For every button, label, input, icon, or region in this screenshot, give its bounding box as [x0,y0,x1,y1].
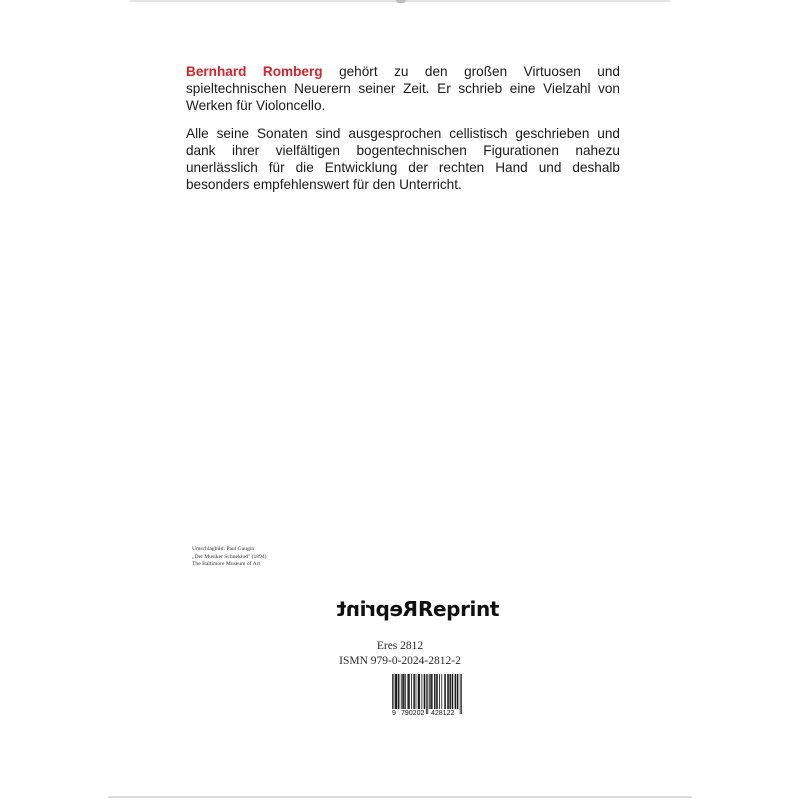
barcode-bar [398,674,399,709]
intro-paragraph-1 [186,63,620,114]
barcode-bar [437,674,438,709]
top-edge-mark [396,0,406,3]
intro-paragraph-1-text: gehört zu den großen Virtuosen und spieltechnischen Neuerern seiner Zeit. Er schrieb eine Vielzahl von Werken für Violoncello. [186,64,620,113]
barcode-bar [402,674,403,709]
barcode-bar [452,674,453,709]
barcode-bar [460,674,461,714]
barcode-bar [404,674,405,709]
barcode-bar [452,674,453,709]
barcode-bar [424,674,425,709]
barcode-bar [431,674,432,709]
composer-name: Bernhard Romberg [186,64,323,79]
barcode-bar [461,674,462,714]
barcode-first-digit: 9 [392,710,396,717]
barcode-bar [441,674,442,709]
barcode-bar [445,674,446,709]
barcode-bar [395,674,396,709]
credit-line-1: Umschlagbild: Paul Gaugin [192,546,255,552]
barcode-bar [436,674,437,709]
barcode-bar [432,674,433,709]
barcode-bar [426,674,427,714]
barcode-bar [407,674,408,709]
barcode-bar [396,674,397,709]
cover-image-credit [192,546,332,569]
barcode-digits [392,709,462,719]
barcode-bars [392,674,462,714]
credit-line-3: The Baltimore Museum of Art [192,561,261,567]
barcode-bar [413,674,414,709]
barcode-bar [434,674,435,709]
barcode-bar [418,674,419,709]
barcode-bar [430,674,431,709]
barcode-bar [429,674,430,709]
barcode-bar [399,674,400,709]
barcode-bar [419,674,420,709]
barcode-bar [458,674,459,709]
barcode-bar [414,674,415,709]
intro-paragraph-2: Alle seine Sonaten sind ausgesprochen cellistisch geschrieben und dank ihrer vielfältigen bogentechnischen Figurationen nahezu unerlässlich für die Entwicklung der rechten Hand und deshalb besonders empfehlenswert für den Unterricht. [186,126,620,192]
reprint-logo-text: Reprint [418,597,499,621]
barcode-bar [448,674,449,709]
barcode-bar [421,674,422,709]
ismn-number: ISMN 979-0-2024-2812-2 [339,655,461,667]
barcode-bar [419,674,420,709]
barcode-bar [450,674,451,709]
barcode-bar [408,674,409,709]
barcode-bar [411,674,412,709]
barcode-bar [455,674,456,709]
barcode-bar [444,674,445,709]
barcode-left-digits: 790202 [401,710,425,717]
barcode-bar [457,674,458,709]
barcode-bar [455,674,456,709]
barcode-bar [416,674,417,709]
barcode-right-digits: 428122 [431,710,455,717]
barcode-bar [405,674,406,709]
barcode-bar [403,674,404,709]
barcode [392,674,462,720]
barcode-bar [392,674,393,714]
catalog-number: Eres 2812 [376,640,424,652]
barcode-bar [396,674,397,709]
barcode-bar [409,674,410,709]
barcode-bar [447,674,448,709]
barcode-bar [435,674,436,709]
reprint-logo-mirrored: Reprint [337,597,418,621]
credit-line-2: „Der Musiker Schneklud" (1894) [192,553,267,560]
barcode-bar [401,674,402,709]
reprint-logo [337,596,499,622]
bottom-page-edge [108,796,692,798]
barcode-bar [449,674,450,709]
barcode-bar [393,674,394,714]
barcode-bar [439,674,440,709]
barcode-bar [424,674,425,709]
barcode-bar [427,674,428,714]
